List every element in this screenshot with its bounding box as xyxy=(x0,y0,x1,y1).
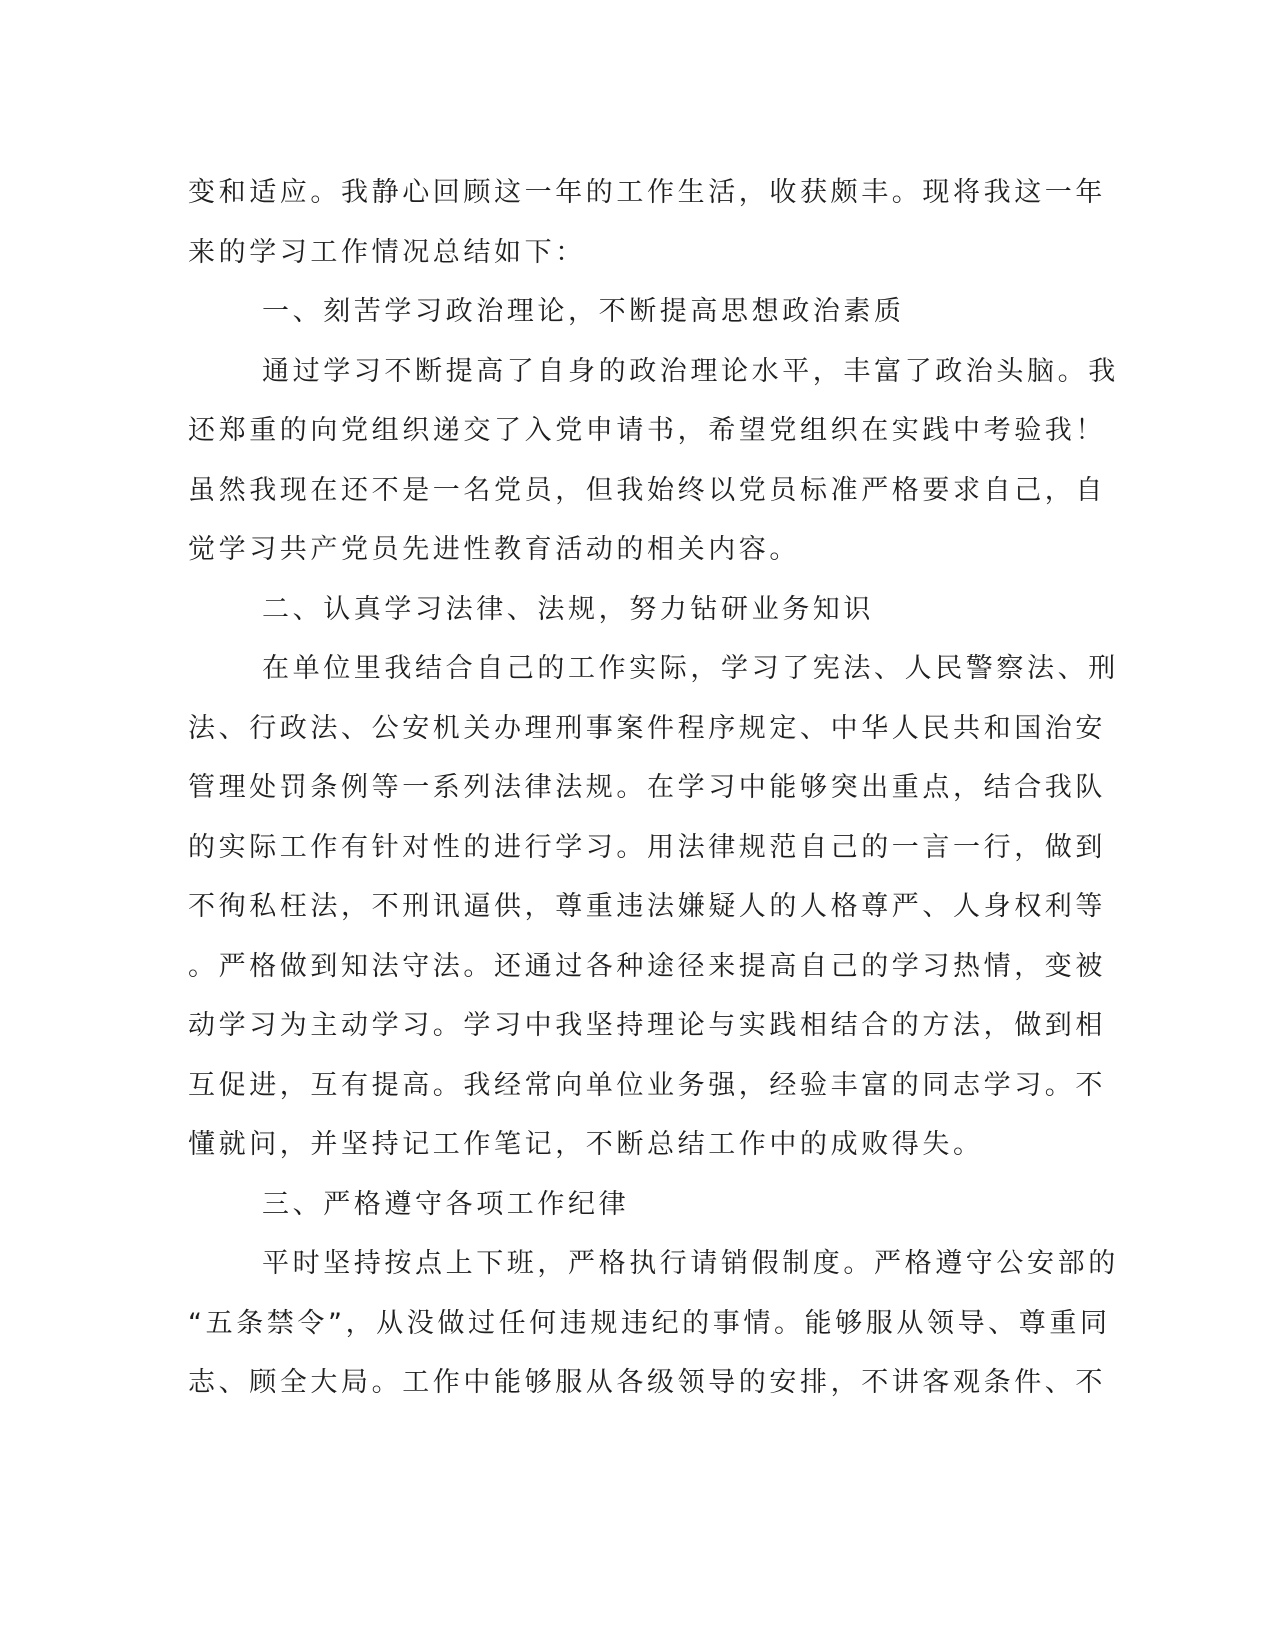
text-line: 虽然我现在还不是一名党员，但我始终以党员标准严格要求自己，自 xyxy=(188,474,1106,506)
text-line: 。严格做到知法守法。还通过各种途径来提高自己的学习热情，变被 xyxy=(188,950,1106,982)
text-line: 来的学习工作情况总结如下： xyxy=(188,236,586,268)
text-line: 不徇私枉法，不刑讯逼供，尊重违法嫌疑人的人格尊严、人身权利等 xyxy=(188,891,1106,922)
text-line: 法、行政法、公安机关办理刑事案件程序规定、中华人民共和国治安 xyxy=(188,712,1106,744)
paragraph-first-line: 通过学习不断提高了自身的政治理论水平，丰富了政治头脑。我 xyxy=(262,355,1119,387)
text-line: 懂就问，并坚持记工作笔记，不断总结工作中的成败得失。 xyxy=(188,1129,984,1160)
text-line: 动学习为主动学习。学习中我坚持理论与实践相结合的方法，做到相 xyxy=(188,1010,1106,1041)
text-line: 变和适应。我静心回顾这一年的工作生活，收获颇丰。现将我这一年 xyxy=(188,177,1106,208)
paragraph-first-line: 平时坚持按点上下班，严格执行请销假制度。严格遵守公安部的 xyxy=(262,1248,1119,1279)
text-line: “五条禁令”，从没做过任何违规违纪的事情。能够服从领导、尊重同 xyxy=(188,1307,1111,1339)
text-line: 还郑重的向党组织递交了入党申请书，希望党组织在实践中考验我！ xyxy=(188,415,1106,446)
paragraph-first-line: 二、认真学习法律、法规，努力钻研业务知识 xyxy=(262,593,874,625)
text-line: 的实际工作有针对性的进行学习。用法律规范自己的一言一行，做到 xyxy=(188,831,1106,863)
text-line: 管理处罚条例等一系列法律法规。在学习中能够突出重点，结合我队 xyxy=(188,772,1106,803)
text-line: 志、顾全大局。工作中能够服从各级领导的安排，不讲客观条件、不 xyxy=(188,1367,1106,1398)
paragraph-first-line: 一、刻苦学习政治理论，不断提高思想政治素质 xyxy=(262,296,905,327)
paragraph-first-line: 三、严格遵守各项工作纪律 xyxy=(262,1188,630,1220)
text-line: 觉学习共产党员先进性教育活动的相关内容。 xyxy=(188,534,800,565)
paragraph-first-line: 在单位里我结合自己的工作实际，学习了宪法、人民警察法、刑 xyxy=(262,653,1119,684)
document-body xyxy=(188,163,1119,1413)
text-line: 互促进，互有提高。我经常向单位业务强，经验丰富的同志学习。不 xyxy=(188,1069,1106,1101)
